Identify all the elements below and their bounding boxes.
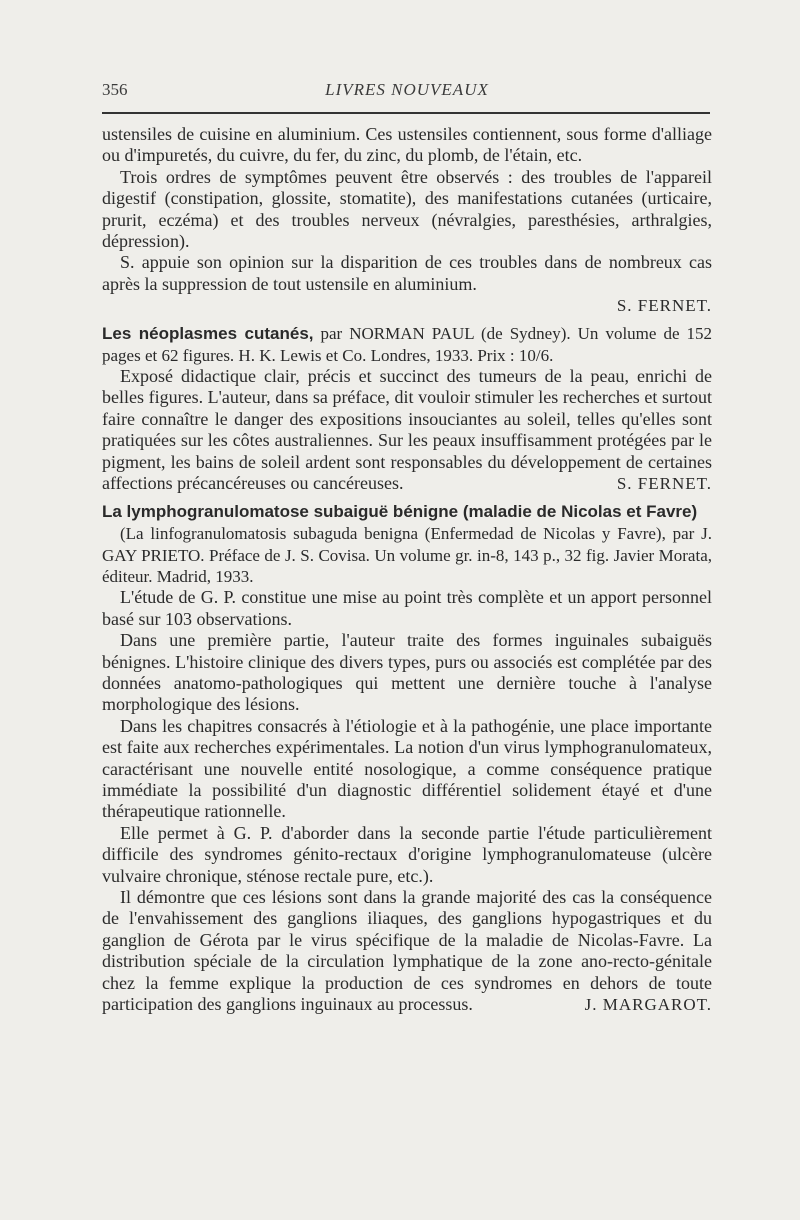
- paragraph: S. appuie son opinion sur la disparition de ces troubles dans de nombreux cas après la suppression de tout ustensile en aluminium.: [102, 252, 712, 294]
- review-title: Les néoplasmes cutanés,: [102, 324, 314, 344]
- header-rule: [102, 112, 710, 114]
- signature: S. FERNET.: [616, 474, 712, 494]
- running-header: [102, 80, 712, 102]
- running-title: LIVRES NOUVEAUX: [325, 80, 489, 99]
- paragraph: [102, 887, 712, 1015]
- page-body: [102, 124, 712, 1016]
- review-text: Il démontre que ces lésions sont dans la grande majorité des cas la conséquence de l'envahissement des ganglions iliaques, des ganglions hypogastriques et du ganglion de Gérota par le virus spécifique de la maladie de Nicolas-Favre. La distribution spéciale de la circulation lymphatique de la zone ano-recto-génitale chez la femme explique la production de ces syndromes en dehors de toute participation des ganglions inguinaux au processus.: [102, 887, 712, 1015]
- review-title: La lymphogranulomatose subaiguë bénigne (maladie de Nicolas et Favre): [102, 502, 698, 522]
- signature: J. MARGAROT.: [584, 995, 712, 1015]
- paragraph: ustensiles de cuisine en aluminium. Ces ustensiles contiennent, sous forme d'alliage ou d'impuretés, du cuivre, du fer, du zinc, du plomb, de l'étain, etc.: [102, 124, 712, 166]
- page-number: 356: [102, 80, 128, 99]
- paragraph: Dans une première partie, l'auteur traite des formes inguinales subaiguës bénignes. L'histoire clinique des divers types, purs ou associés est complétée par des données anatomo-pathologiques qui mettent une dernière touche à l'analyse morphologique des lésions.: [102, 630, 712, 715]
- review-reference: (La linfogranulomatosis subaguda benigna (Enfermedad de Nicolas y Favre), par J. GAY PRIETO. Préface de J. S. Covisa. Un volume gr. in-8, 143 p., 32 fig. Javier Morata, éditeur. Madrid, 1933.: [102, 524, 712, 586]
- signature: S. FERNET.: [616, 296, 712, 316]
- paragraph: Trois ordres de symptômes peuvent être observés : des troubles de l'appareil digestif (constipation, glossite, stomatite), des manifestations cutanées (urticaire, prurit, eczéma) et des troubles nerveux (névralgies, paresthésies, arthralgies, dépression).: [102, 166, 712, 252]
- paragraph: Elle permet à G. P. d'aborder dans la seconde partie l'étude particulièrement difficile des syndromes génito-rectaux d'origine lymphogranulomateuse (ulcère vulvaire chronique, sténose rectale pure, etc.).: [102, 822, 712, 886]
- paragraph: Dans les chapitres consacrés à l'étiologie et à la pathogénie, une place importante est faite aux recherches expérimentales. La notion d'un virus lymphogranulomateux, caractérisant une nouvelle entité nosologique, a comme conséquence pratique immédiate la possibilité d'un diagnostic différentiel solidement étayé et d'une thérapeutique rationnelle.: [102, 715, 712, 822]
- review-heading: [102, 323, 712, 366]
- review-text: Exposé didactique clair, précis et succinct des tumeurs de la peau, enrichi de belles figures. L'auteur, dans sa préface, dit vouloir stimuler les recherches et surtout faire connaître le danger des expositions insouciantes au soleil, telles qu'elles sont pratiquées sur les côtes australiennes. Sur les peaux insuffisamment protégées par le pigment, les bains de soleil ardent sont responsables du développement de certaines affections précancéreuses ou cancéreuses.: [102, 366, 712, 494]
- paragraph: [102, 366, 712, 494]
- review-reference: par NORMAN PAUL (de Sydney). Un volume de 152 pages et 62 figures. H. K. Lewis et Co. Londres, 1933. Prix : 10/6.: [102, 324, 712, 365]
- paragraph: L'étude de G. P. constitue une mise au point très complète et un apport personnel basé sur 103 observations.: [102, 587, 712, 629]
